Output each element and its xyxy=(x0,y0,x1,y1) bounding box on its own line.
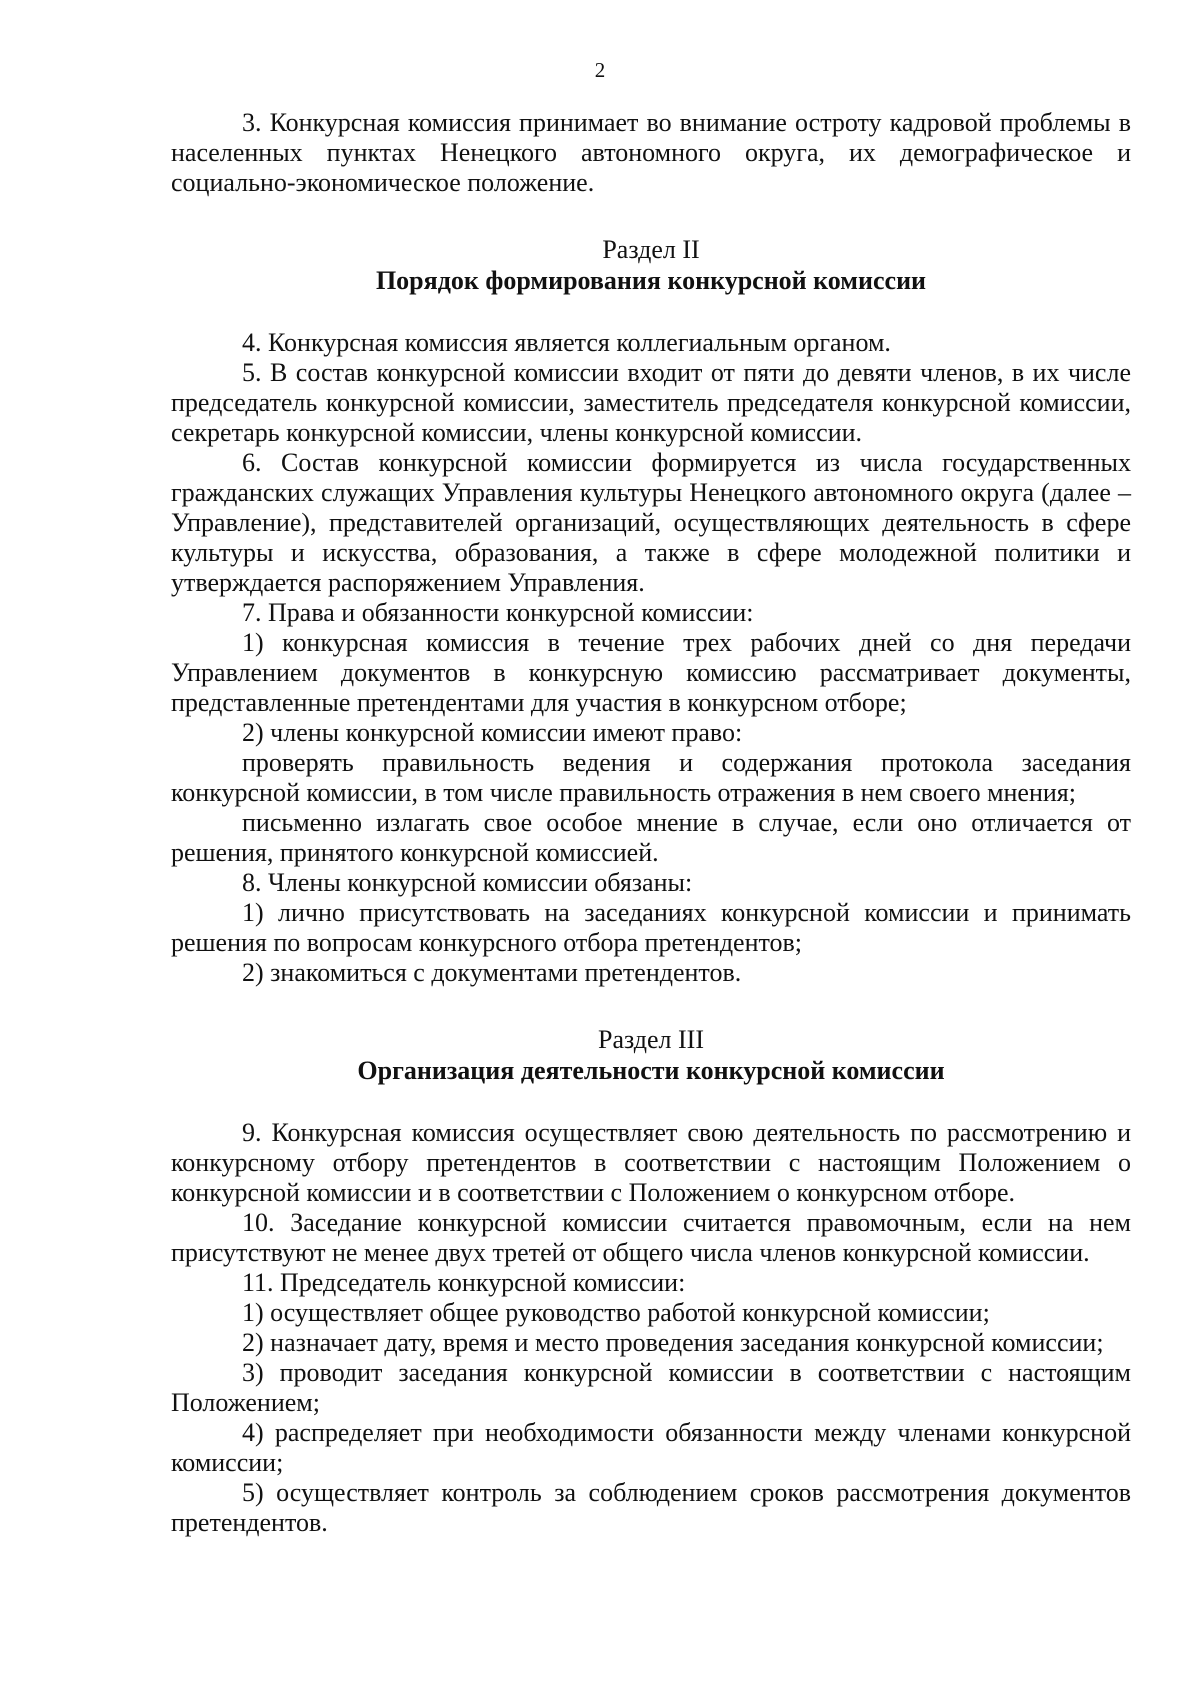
paragraph-3: 3. Конкурсная комиссия принимает во внимание остроту кадровой проблемы в населенных пунктах Ненецкого автономного округа, их демографическое и социально-экономическое положение. xyxy=(171,108,1131,197)
paragraph-10: 10. Заседание конкурсной комиссии считается правомочным, если на нем присутствуют не менее двух третей от общего числа членов конкурсной комиссии. xyxy=(171,1208,1131,1267)
spacer xyxy=(171,296,1131,328)
paragraph-7-2-b: письменно излагать свое особое мнение в случае, если оно отличается от решения, принятого конкурсной комиссией. xyxy=(171,808,1131,867)
paragraph-9: 9. Конкурсная комиссия осуществляет свою деятельность по рассмотрению и конкурсному отбору претендентов в соответствии с настоящим Положением о конкурсной комиссии и в соответствии с Положением о конкурсном отборе. xyxy=(171,1118,1131,1207)
paragraph-8: 8. Члены конкурсной комиссии обязаны: xyxy=(242,868,693,897)
paragraph-5: 5. В состав конкурсной комиссии входит от пяти до девяти членов, в их числе председатель конкурсной комиссии, заместитель председателя конкурсной комиссии, секретарь конкурсной комиссии, члены конкурсной комиссии. xyxy=(171,358,1131,447)
paragraph-7-2-a: проверять правильность ведения и содержания протокола заседания конкурсной комиссии, в том числе правильность отражения в нем своего мнения; xyxy=(171,748,1131,807)
paragraph-4: 4. Конкурсная комиссия является коллегиальным органом. xyxy=(242,328,891,357)
document-body xyxy=(171,108,1131,1538)
paragraph-11-2: 2) назначает дату, время и место проведения заседания конкурсной комиссии; xyxy=(242,1328,1104,1357)
paragraph-7-2: 2) члены конкурсной комиссии имеют право: xyxy=(242,718,743,747)
paragraph-11-4: 4) распределяет при необходимости обязанности между членами конкурсной комиссии; xyxy=(171,1418,1131,1477)
spacer xyxy=(171,198,1131,235)
paragraph-8-1: 1) лично присутствовать на заседаниях конкурсной комиссии и принимать решения по вопросам конкурсного отбора претендентов; xyxy=(171,898,1131,957)
paragraph-11-5: 5) осуществляет контроль за соблюдением сроков рассмотрения документов претендентов. xyxy=(171,1478,1131,1537)
paragraph-11-1: 1) осуществляет общее руководство работой конкурсной комиссии; xyxy=(242,1298,990,1327)
section-2-label: Раздел II xyxy=(602,235,700,264)
section-3-label: Раздел III xyxy=(597,1025,705,1054)
spacer xyxy=(171,1086,1131,1118)
paragraph-7-1: 1) конкурсная комиссия в течение трех рабочих дней со дня передачи Управлением документов в конкурсную комиссию рассматривает документы, представленные претендентами для участия в конкурсном отборе; xyxy=(171,628,1131,717)
paragraph-11: 11. Председатель конкурсной комиссии: xyxy=(242,1268,686,1297)
page-number: 2 xyxy=(594,58,606,82)
paragraph-7: 7. Права и обязанности конкурсной комиссии: xyxy=(242,598,754,627)
paragraph-6: 6. Состав конкурсной комиссии формируется из числа государственных гражданских служащих Управления культуры Ненецкого автономного округа (далее – Управление), представителей организаций, осуществляющих деятельность в сфере культуры и искусства, образования, а также в сфере молодежной политики и утверждается распоряжением Управления. xyxy=(171,448,1131,597)
paragraph-11-3: 3) проводит заседания конкурсной комиссии в соответствии с настоящим Положением; xyxy=(171,1358,1131,1417)
paragraph-8-2: 2) знакомиться с документами претендентов. xyxy=(242,958,742,987)
spacer xyxy=(171,988,1131,1025)
section-3-title: Организация деятельности конкурсной комиссии xyxy=(357,1056,945,1085)
section-2-title: Порядок формирования конкурсной комиссии xyxy=(375,266,927,295)
